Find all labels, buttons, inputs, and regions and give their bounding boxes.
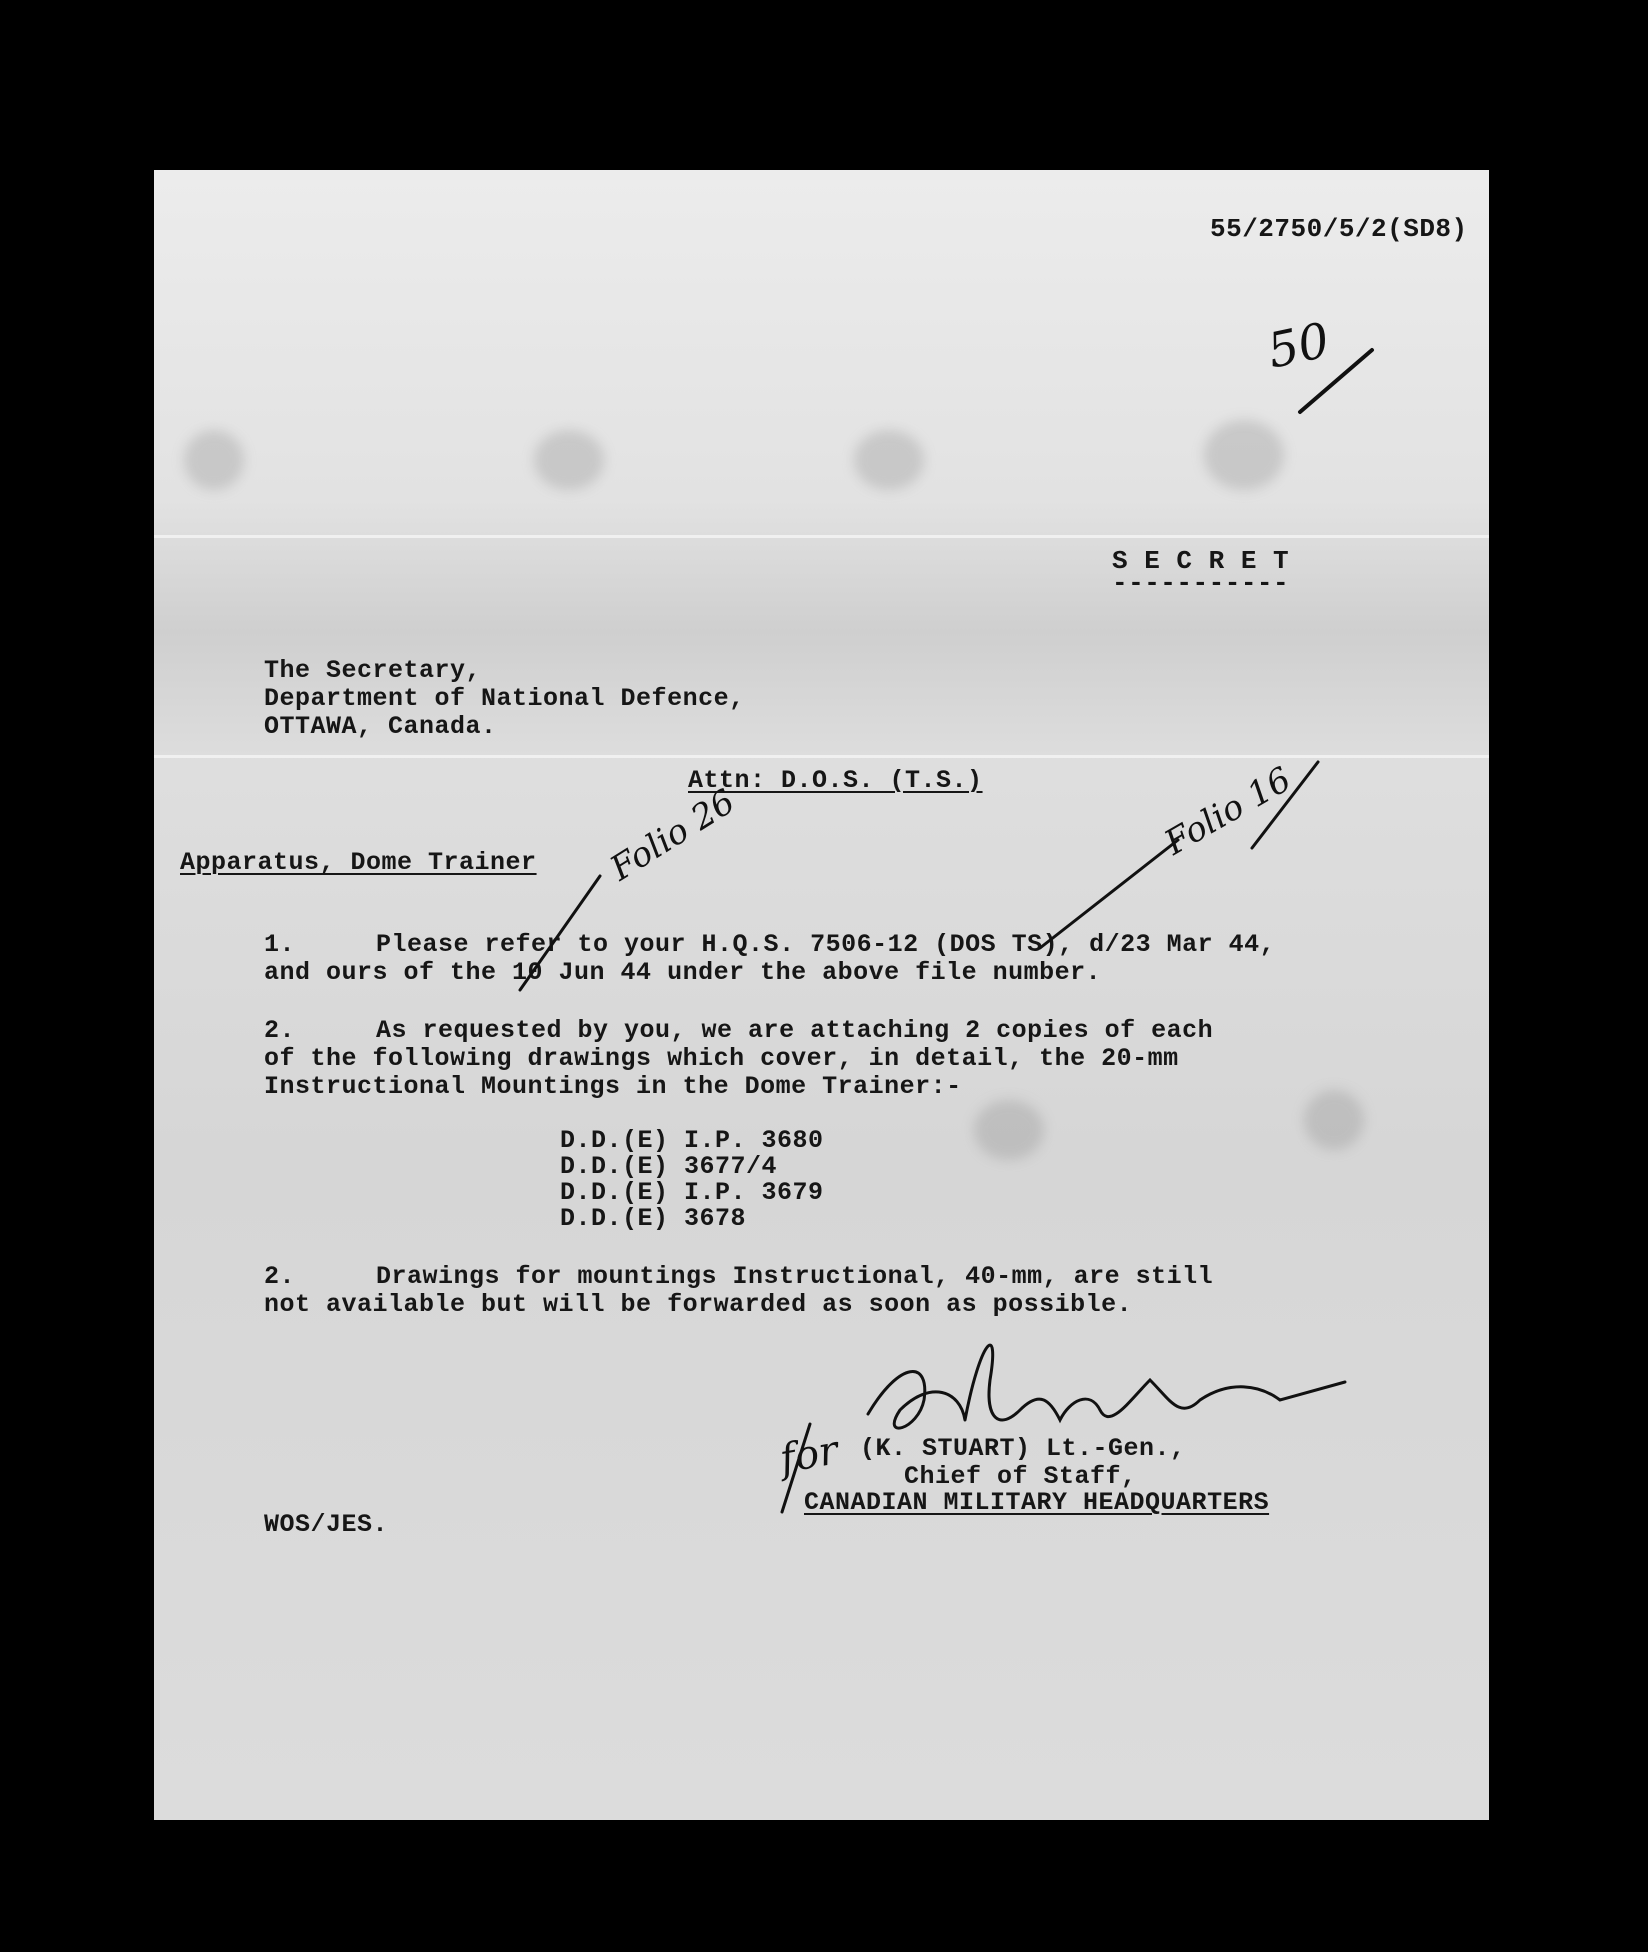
fold-line [154, 755, 1489, 758]
signature-prefix-handwritten: for [776, 1427, 842, 1483]
classification-rule: ----------- [1112, 568, 1290, 598]
smudge [1304, 1090, 1364, 1150]
folio-annotation-26: Folio 26 [603, 781, 743, 889]
paragraph-3-line-1: Drawings for mountings Instructional, 40-mm, are still [376, 1262, 1214, 1291]
subject-heading: Apparatus, Dome Trainer [180, 848, 537, 877]
smudge [534, 430, 604, 490]
signatory-title: Chief of Staff, [904, 1462, 1137, 1491]
drawing-item: D.D.(E) 3677/4 [560, 1152, 778, 1181]
document-page [154, 170, 1489, 1820]
folio-number-handwritten: 50 [1262, 312, 1335, 380]
signatory-organization: CANADIAN MILITARY HEADQUARTERS [804, 1488, 1270, 1517]
smudge [1204, 420, 1284, 490]
paragraph-2-number: 2. [264, 1016, 296, 1045]
folio-annotation-16: Folio 16 [1158, 759, 1298, 864]
paragraph-2-line-3: Instructional Mountings in the Dome Trainer:- [264, 1072, 962, 1101]
signatory-name: (K. STUART) Lt.-Gen., [860, 1434, 1186, 1463]
drawing-item: D.D.(E) 3678 [560, 1204, 747, 1233]
file-reference: 55/2750/5/2(SD8) [1210, 214, 1468, 244]
recipient-line-3: OTTAWA, Canada. [264, 712, 497, 741]
attention-line: Attn: D.O.S. (T.S.) [688, 766, 983, 795]
paragraph-1-line-1: Please refer to your H.Q.S. 7506-12 (DOS TS), d/23 Mar 44, [376, 930, 1276, 959]
drawing-item: D.D.(E) I.P. 3680 [560, 1126, 824, 1155]
paragraph-3-number: 2. [264, 1262, 296, 1291]
paragraph-2-line-2: of the following drawings which cover, in detail, the 20-mm [264, 1044, 1179, 1073]
smudge [854, 430, 924, 490]
recipient-line-1: The Secretary, [264, 656, 482, 685]
paragraph-1-number: 1. [264, 930, 296, 959]
recipient-line-2: Department of National Defence, [264, 684, 745, 713]
smudge [974, 1100, 1044, 1160]
classification-marking: S E C R E T [1112, 546, 1290, 576]
reference-initials: WOS/JES. [264, 1510, 389, 1539]
paragraph-1-line-2: and ours of the 10 Jun 44 under the above file number. [264, 958, 1102, 987]
drawing-item: D.D.(E) I.P. 3679 [560, 1178, 824, 1207]
paragraph-2-line-1: As requested by you, we are attaching 2 copies of each [376, 1016, 1214, 1045]
paragraph-3-line-2: not available but will be forwarded as soon as possible. [264, 1290, 1133, 1319]
smudge [184, 430, 244, 490]
fold-line [154, 535, 1489, 538]
